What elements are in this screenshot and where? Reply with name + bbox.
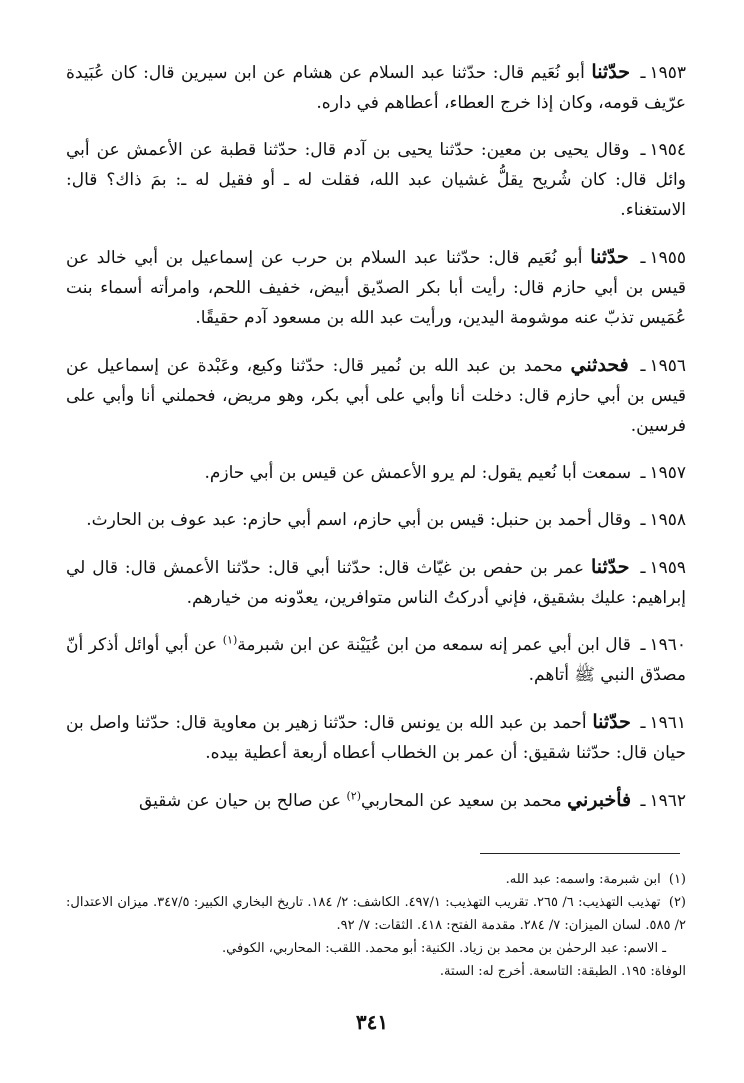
hadith-entry-1954: ١٩٥٤ـ وقال يحيى بن معين: حدّثنا يحيى بن آدم قال: حدّثنا قطبة عن الأعمش عن أبي وائل قال: كان شُريح يقلُّ غشيان عبد الله، فقلت له ـ أو فقيل له ـ: بمَ ذاك؟ قال: الاستغناء.: [66, 140, 686, 220]
entry-number: ١٩٥٦: [649, 356, 687, 376]
footnotes: [66, 868, 686, 983]
entry-text: محمد بن عبد الله بن نُمير قال: حدّثنا وكيع، وعَبْدة عن إسماعيل عن قيس بن أبي حازم قال: دخلت أنا وأبي على أبي بكر، وهو مريض، فحملني أنا وأبي على فرسين.: [66, 356, 686, 436]
hadith-entry-1953: ١٩٥٣ـ حدّثنا أبو نُعَيم قال: حدّثنا عبد السلام عن هشام عن ابن سيرين قال: كان عُبَيدة عرّيف قومه، وكان إذا خرج العطاء، أعطاهم في داره.: [66, 61, 687, 113]
footnote-number: (١): [668, 872, 686, 887]
hadith-entry-1961: ١٩٦١ـ حدّثنا أحمد بن عبد الله بن يونس قال: حدّثنا زهير بن معاوية قال: حدّثنا واصل بن حيان قال: حدّثنا شقيق: أن عمر بن الخطاب أعطاه أربعة أعطية بيده.: [66, 711, 687, 763]
footnote-text: تهذيب التهذيب: ٦/ ٢٦٥. تقريب التهذيب: ٤٩٧/١. الكاشف: ٢/ ١٨٤. تاريخ البخاري الكبير: ٣٤٧/٥. ميزان الاعتدال: ٢/ ٥٨٥. لسان الميزان: ٧/ ٢٨٤. مقدمة الفتح: ٤١٨. الثقات: ٧/ ٩٢.: [66, 895, 686, 933]
entry-text: قال ابن أبي عمر إنه سمعه من ابن عُيَيْنة عن ابن شبرمة: [237, 635, 631, 655]
hadith-entry-1962: ١٩٦٢ـ فأخبرني محمد بن سعيد عن المحاربي$^{(٢)}$ عن صالح بن حيان عن شقيق: [138, 789, 686, 811]
entry-text: أحمد بن عبد الله بن يونس قال: حدّثنا زهير بن معاوية قال: حدّثنا واصل بن حيان قال: حدّثنا شقيق: أن عمر بن الخطاب أعطاه أربعة أعطية بيده.: [66, 713, 686, 763]
entry-keyword: حدّثنا: [590, 246, 629, 268]
entry-number: ١٩٦٢: [649, 791, 686, 811]
hadith-entry-1960: ١٩٦٠ـ قال ابن أبي عمر إنه سمعه من ابن عُيَيْنة عن ابن شبرمة$^{(١)}$ عن أبي أوائل أذكر أنّ مصدّق النبي ﷺ أتاهم.: [66, 633, 686, 685]
entry-text: أبو نُعَيم قال: حدّثنا عبد السلام عن هشام عن ابن سيرين قال: كان عُبَيدة عرّيف قومه، وكان إذا خرج العطاء، أعطاهم في داره.: [66, 63, 686, 113]
entry-keyword: حدّثنا: [591, 556, 630, 578]
footnote-ref[interactable]: (١): [222, 633, 238, 647]
entry-text: عمر بن حفص بن غيّاث قال: حدّثنا أبي قال: حدّثنا الأعمش قال: قال لي إبراهيم: عليك بشقيق، فإني أدركتُ الناس متوافرين، يعدّونه من خيارهم.: [66, 558, 686, 608]
entry-keyword: فأخبرني: [567, 789, 632, 811]
entry-text: وقال أحمد بن حنبل: قيس بن أبي حازم، اسم أبي حازم: عبد عوف بن الحارث.: [86, 510, 632, 530]
footnote-number: (٢): [668, 895, 686, 910]
page-number: ٣٤١: [355, 1010, 389, 1034]
footnote-ref[interactable]: (٢): [346, 789, 361, 803]
hadith-entry-1957: ١٩٥٧ـ سمعت أبا نُعيم يقول: لم يرو الأعمش عن قيس بن أبي حازم.: [204, 463, 686, 483]
entry-number: ١٩٥٥: [649, 248, 687, 268]
entry-number: ١٩٥٩: [649, 558, 687, 578]
footnote-1: [66, 868, 686, 891]
entry-number: ١٩٥٤: [649, 140, 686, 160]
hadith-entry-1956: ١٩٥٦ـ فحدثني محمد بن عبد الله بن نُمير قال: حدّثنا وكيع، وعَبْدة عن إسماعيل عن قيس بن أبي حازم قال: دخلت أنا وأبي على أبي بكر، وهو مريض، فحملني أنا وأبي على فرسين.: [66, 354, 687, 436]
footnote-text: ابن شبرمة: واسمه: عبد الله.: [505, 872, 661, 887]
entry-number: ١٩٥٨: [649, 510, 686, 530]
hadith-entry-1958: ١٩٥٨ـ وقال أحمد بن حنبل: قيس بن أبي حازم، اسم أبي حازم: عبد عوف بن الحارث.: [86, 510, 686, 530]
entry-text-cont: عن أبي أوائل أذكر أنّ مصدّق النبي ﷺ أتاهم.: [66, 635, 686, 685]
footnote-2-bio-cont: الوفاة: ١٩٥. الطبقة: التاسعة. أخرج له: الستة.: [439, 964, 686, 979]
hadith-entry-1959: ١٩٥٩ـ حدّثنا عمر بن حفص بن غيّاث قال: حدّثنا أبي قال: حدّثنا الأعمش قال: قال لي إبراهيم: عليك بشقيق، فإني أدركتُ الناس متوافرين، يعدّونه من خيارهم.: [66, 556, 687, 608]
footnote-separator: [480, 853, 680, 854]
entry-text: سمعت أبا نُعيم يقول: لم يرو الأعمش عن قيس بن أبي حازم.: [204, 463, 632, 483]
entry-number: ١٩٦٠: [649, 635, 686, 655]
footnote-2-bio: ـ الاسم: عبد الرحمٰن بن محمد بن زياد. الكنية: أبو محمد. اللقب: المحاربي، الكوفي.: [221, 941, 666, 956]
entry-number: ١٩٦١: [649, 713, 687, 733]
entry-text: أبو نُعَيم قال: حدّثنا عبد السلام بن حرب عن إسماعيل بن أبي خالد عن قيس بن أبي حازم قال: رأيت أبا بكر الصدّيق أبيض، خفيف اللحم، وامرأته أسماء بنت عُمَيس تذبّ عنه موشومة اليدين، ورأيت عبد الله بن مسعود آدم حقيقًا.: [66, 248, 686, 328]
entry-number: ١٩٥٣: [649, 63, 687, 83]
entry-keyword: حدّثنا: [591, 61, 630, 83]
entry-text: وقال يحيى بن معين: حدّثنا يحيى بن آدم قال: حدّثنا قطبة عن الأعمش عن أبي وائل قال: كان شُريح يقلُّ غشيان عبد الله، فقلت له ـ أو فقيل له ـ: بمَ ذاك؟ قال: الاستغناء.: [66, 140, 686, 220]
entry-text: محمد بن سعيد عن المحاربي: [361, 791, 562, 811]
footnote-2: [66, 891, 686, 937]
entry-text-cont: عن صالح بن حيان عن شقيق: [138, 791, 347, 811]
entry-keyword: فحدثني: [570, 354, 629, 376]
entry-keyword: حدّثنا: [592, 711, 631, 733]
entry-number: ١٩٥٧: [649, 463, 686, 483]
hadith-entry-1955: ١٩٥٥ـ حدّثنا أبو نُعَيم قال: حدّثنا عبد السلام بن حرب عن إسماعيل بن أبي خالد عن قيس بن أبي حازم قال: رأيت أبا بكر الصدّيق أبيض، خفيف اللحم، وامرأته أسماء بنت عُمَيس تذبّ عنه موشومة اليدين، ورأيت عبد الله بن مسعود آدم حقيقًا.: [66, 246, 687, 328]
